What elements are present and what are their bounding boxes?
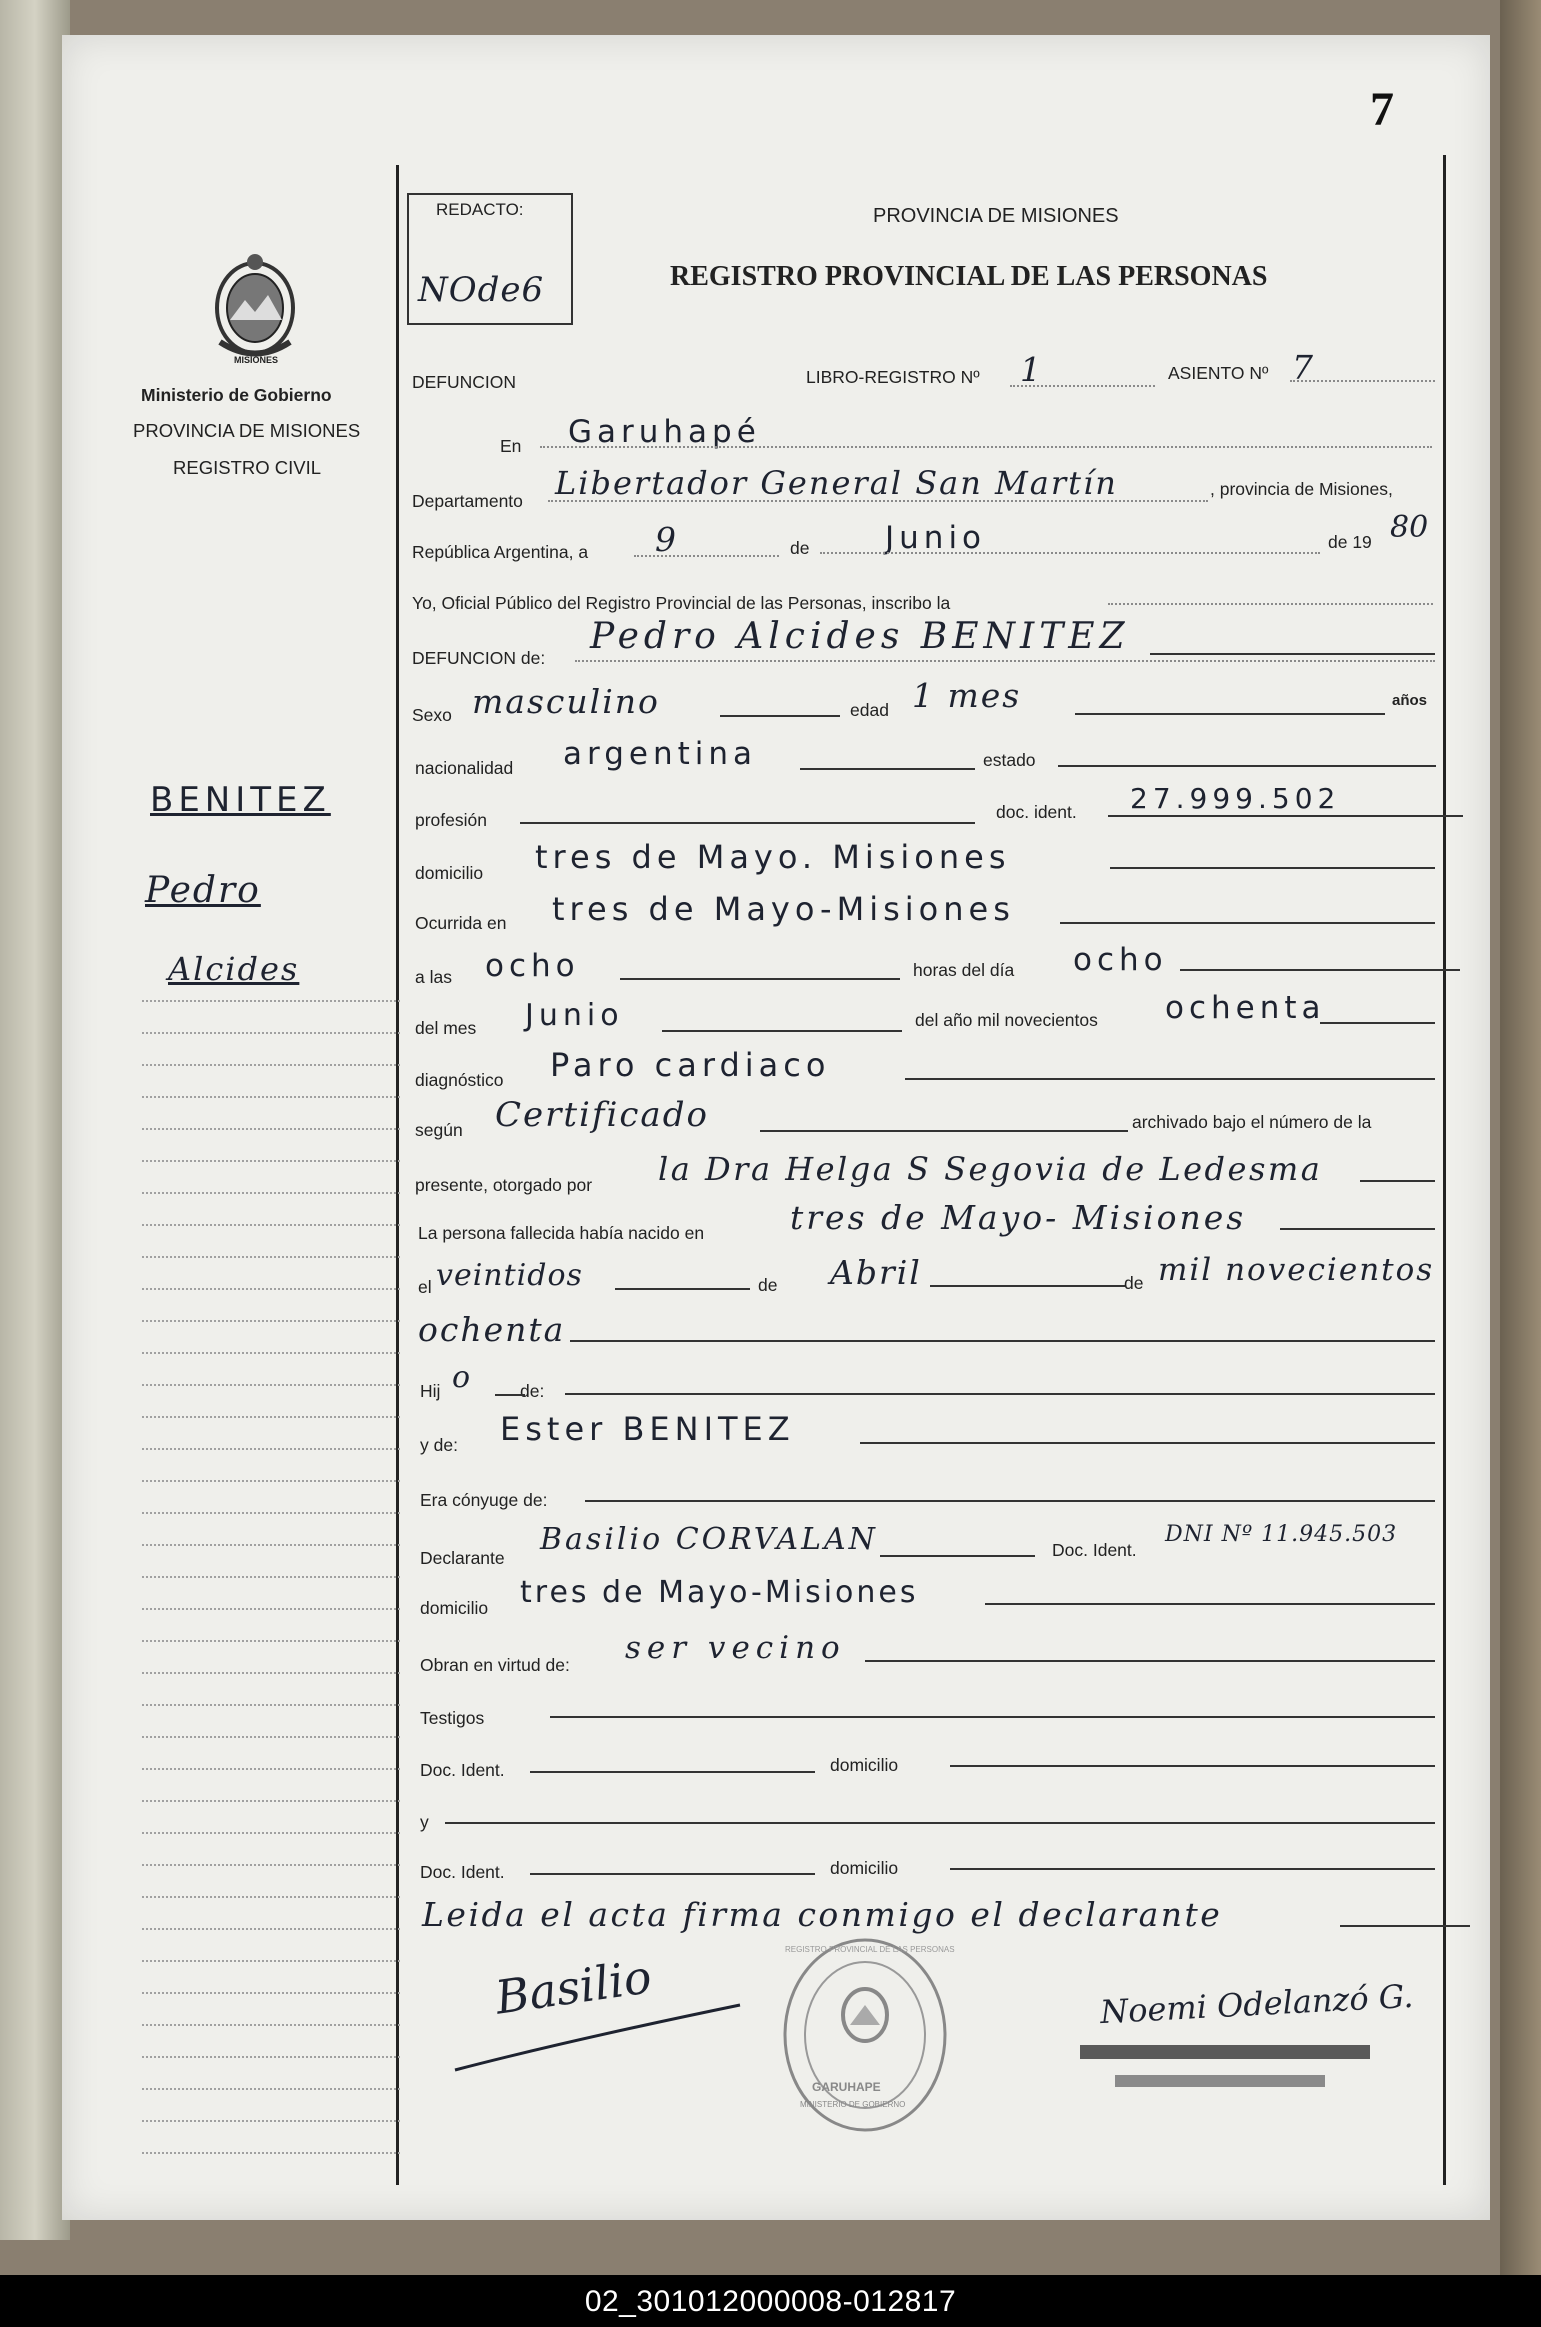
edad-label: edad [850, 700, 889, 720]
redacto-value: NOde6 [418, 270, 545, 310]
del-mes-rule [662, 1030, 902, 1032]
libro-label: LIBRO-REGISTRO Nº [806, 367, 980, 387]
defuncion-de-rule [1150, 653, 1435, 655]
de2-value: Abril [830, 1253, 922, 1292]
y-de-label: y de: [420, 1435, 458, 1455]
mes-line [820, 552, 1320, 554]
registry-label: REGISTRO CIVIL [173, 457, 322, 478]
ochenta-value: ochenta [418, 1310, 566, 1349]
domicilio2-label: domicilio [420, 1598, 489, 1618]
decl-doc-value: DNI Nº 11.945.503 [1165, 1522, 1398, 1547]
departamento-line [548, 500, 1208, 502]
declarante-signature: Basilio [492, 1949, 655, 2025]
declarante-value: Basilio CORVALAN [540, 1522, 878, 1557]
departamento-label: Departamento [412, 491, 523, 511]
yo-label: Yo, Oficial Público del Registro Provincial de las Personas, inscribo la [412, 593, 951, 613]
testigos-rule [550, 1716, 1435, 1718]
obran-rule [865, 1660, 1435, 1662]
defuncion-de-line [575, 660, 1435, 662]
domicilio-label: domicilio [415, 863, 484, 883]
defuncion-de-label: DEFUNCION de: [412, 648, 546, 668]
el-value: veintidos [436, 1258, 583, 1293]
book-cover-left [0, 0, 70, 2240]
de2-rule [930, 1285, 1125, 1287]
dia-line [634, 555, 779, 557]
conyuge-label: Era cónyuge de: [420, 1490, 548, 1510]
hijo-rule-a [495, 1394, 525, 1396]
domicilio-value: tres de Mayo. Misiones [535, 838, 1011, 876]
yo-line [1108, 603, 1433, 605]
del-mes-label: del mes [415, 1018, 477, 1038]
nacido-label: La persona fallecida había nacido en [418, 1223, 705, 1243]
obran-label: Obran en virtud de: [420, 1655, 570, 1675]
dom1-rule [950, 1765, 1435, 1767]
presente-value: la Dra Helga S Segovia de Ledesma [658, 1150, 1323, 1188]
departamento-value: Libertador General San Martín [555, 464, 1118, 502]
sexo-value: masculino [472, 682, 660, 721]
en-line [540, 446, 1432, 448]
anio-value: 80 [1390, 510, 1429, 545]
defuncion-de-value: Pedro Alcides BENITEZ [590, 616, 1130, 657]
sexo-rule [720, 715, 840, 717]
closing-text: Leida el acta firma conmigo el declarante [422, 1895, 1223, 1934]
edad-value: 1 mes [912, 676, 1022, 715]
officer-name-stamp-icon [1075, 2040, 1435, 2100]
hijo-suffix: o [452, 1360, 473, 1395]
conyuge-rule [585, 1500, 1435, 1502]
doc1-rule [530, 1771, 815, 1773]
nacionalidad-rule [800, 768, 975, 770]
hijo-rule-b [565, 1393, 1435, 1395]
asiento-value: 7 [1292, 348, 1315, 387]
seal-ministry: MINISTERIO DE GOBIERNO [800, 2100, 906, 2109]
segun-rule [760, 1130, 1128, 1132]
presente-rule [1360, 1180, 1435, 1182]
en-label: En [500, 436, 522, 456]
horas-rule [1180, 969, 1460, 971]
redacto-label: REDACTO: [436, 200, 524, 219]
nacionalidad-value: argentina [563, 736, 758, 772]
dom2-rule [950, 1868, 1435, 1870]
emblem-ribbon-text: MISIONES [234, 355, 279, 365]
asiento-line [1290, 380, 1435, 382]
doc-ident-value: 27.999.502 [1130, 782, 1341, 815]
edad-rule [1075, 713, 1385, 715]
estado-label: estado [983, 750, 1036, 770]
declarante-label: Declarante [420, 1548, 505, 1568]
de3-value: mil novecientos [1158, 1252, 1435, 1288]
segun-label: según [415, 1120, 463, 1140]
estado-rule [1058, 765, 1436, 767]
horas-value: ocho [1073, 942, 1168, 978]
asiento-label: ASIENTO Nº [1168, 363, 1269, 383]
mes-value: Junio [885, 520, 987, 556]
doc1-label: Doc. Ident. [420, 1760, 505, 1780]
hijo-de-label: de: [520, 1381, 545, 1401]
y-rule [445, 1822, 1435, 1824]
margin-second-name: Alcides [168, 950, 300, 988]
closing-rule [1340, 1925, 1470, 1927]
de-label: de [790, 538, 810, 558]
domicilio-rule [1110, 867, 1435, 869]
seal-ring-text: REGISTRO PROVINCIAL DE LAS PERSONAS [785, 1945, 955, 1954]
declarante-rule [880, 1555, 1035, 1557]
left-frame-line [396, 165, 399, 2185]
doc2-rule [530, 1873, 815, 1875]
province-title: PROVINCIA DE MISIONES [873, 205, 1119, 227]
a-las-label: a las [415, 967, 452, 987]
el-label: el [418, 1277, 432, 1297]
page-number: 7 [1370, 83, 1394, 136]
profesion-label: profesión [415, 810, 487, 830]
province-emblem-icon [200, 250, 310, 370]
presente-label: presente, otorgado por [415, 1175, 593, 1195]
de2-label: de [758, 1275, 778, 1295]
margin-surname: BENITEZ [150, 780, 331, 820]
del-anio-label: del año mil novecientos [915, 1010, 1098, 1030]
anos-label: años [1392, 692, 1428, 709]
del-anio-value: ochenta [1165, 990, 1326, 1026]
provincia-suffix: , provincia de Misiones, [1210, 479, 1393, 499]
sexo-label: Sexo [412, 705, 452, 725]
diagnostico-rule [905, 1078, 1435, 1080]
diagnostico-label: diagnóstico [415, 1070, 504, 1090]
archivado-label: archivado bajo el número de la [1132, 1112, 1372, 1132]
ocurrida-value: tres de Mayo-Misiones [552, 890, 1015, 928]
y-de-rule [860, 1442, 1435, 1444]
decl-doc-label: Doc. Ident. [1052, 1540, 1137, 1560]
horas-label: horas del día [913, 960, 1015, 980]
domicilio2-value: tres de Mayo-Misiones [520, 1575, 919, 1610]
book-edge-right [1500, 0, 1541, 2275]
file-caption: 02_301012000008-012817 [584, 2285, 957, 2318]
profesion-rule [520, 822, 975, 824]
registry-title: REGISTRO PROVINCIAL DE LAS PERSONAS [670, 261, 1268, 292]
dia-value: 9 [655, 520, 678, 559]
de19-label: de 19 [1328, 532, 1372, 552]
domicilio2-rule [985, 1603, 1435, 1605]
hijo-label: Hij [420, 1381, 441, 1401]
province-label: PROVINCIA DE MISIONES [133, 420, 361, 441]
right-frame-line [1443, 155, 1446, 2185]
officer-signature: Noemi Odelanzó G. [1099, 1976, 1415, 2032]
de3-label: de [1124, 1273, 1144, 1293]
doc2-label: Doc. Ident. [420, 1862, 505, 1882]
defuncion-label: DEFUNCION [412, 372, 517, 392]
obran-value: ser vecino [625, 1630, 846, 1666]
dom1-label: domicilio [830, 1755, 899, 1775]
doc-ident-label: doc. ident. [996, 802, 1077, 822]
republica-label: República Argentina, a [412, 542, 589, 562]
ocurrida-label: Ocurrida en [415, 913, 507, 933]
a-las-value: ocho [485, 948, 580, 984]
doc-ident-rule [1108, 815, 1463, 817]
del-anio-rule [1320, 1022, 1435, 1024]
nacionalidad-label: nacionalidad [415, 758, 514, 778]
ocurrida-rule [1060, 922, 1435, 924]
ministry-label: Ministerio de Gobierno [141, 385, 332, 405]
libro-line [1010, 385, 1155, 387]
a-las-rule [620, 978, 900, 980]
seal-place: GARUHAPE [812, 2080, 881, 2094]
ochenta-rule [570, 1340, 1435, 1342]
nacido-rule [1280, 1228, 1435, 1230]
margin-first-name: Pedro [145, 870, 261, 911]
dom2-label: domicilio [830, 1858, 899, 1878]
diagnostico-value: Paro cardiaco [550, 1046, 831, 1084]
segun-value: Certificado [495, 1095, 709, 1135]
en-value: Garuhapé [568, 414, 761, 450]
el-rule [615, 1288, 750, 1290]
y-de-value: Ester BENITEZ [500, 1410, 795, 1448]
libro-value: 1 [1020, 350, 1043, 389]
del-mes-value: Junio [525, 998, 624, 1033]
testigos-label: Testigos [420, 1708, 485, 1728]
y-label: y [420, 1812, 429, 1832]
nacido-value: tres de Mayo- Misiones [790, 1198, 1247, 1237]
declarante-signature-flourish-icon [450, 2000, 750, 2080]
